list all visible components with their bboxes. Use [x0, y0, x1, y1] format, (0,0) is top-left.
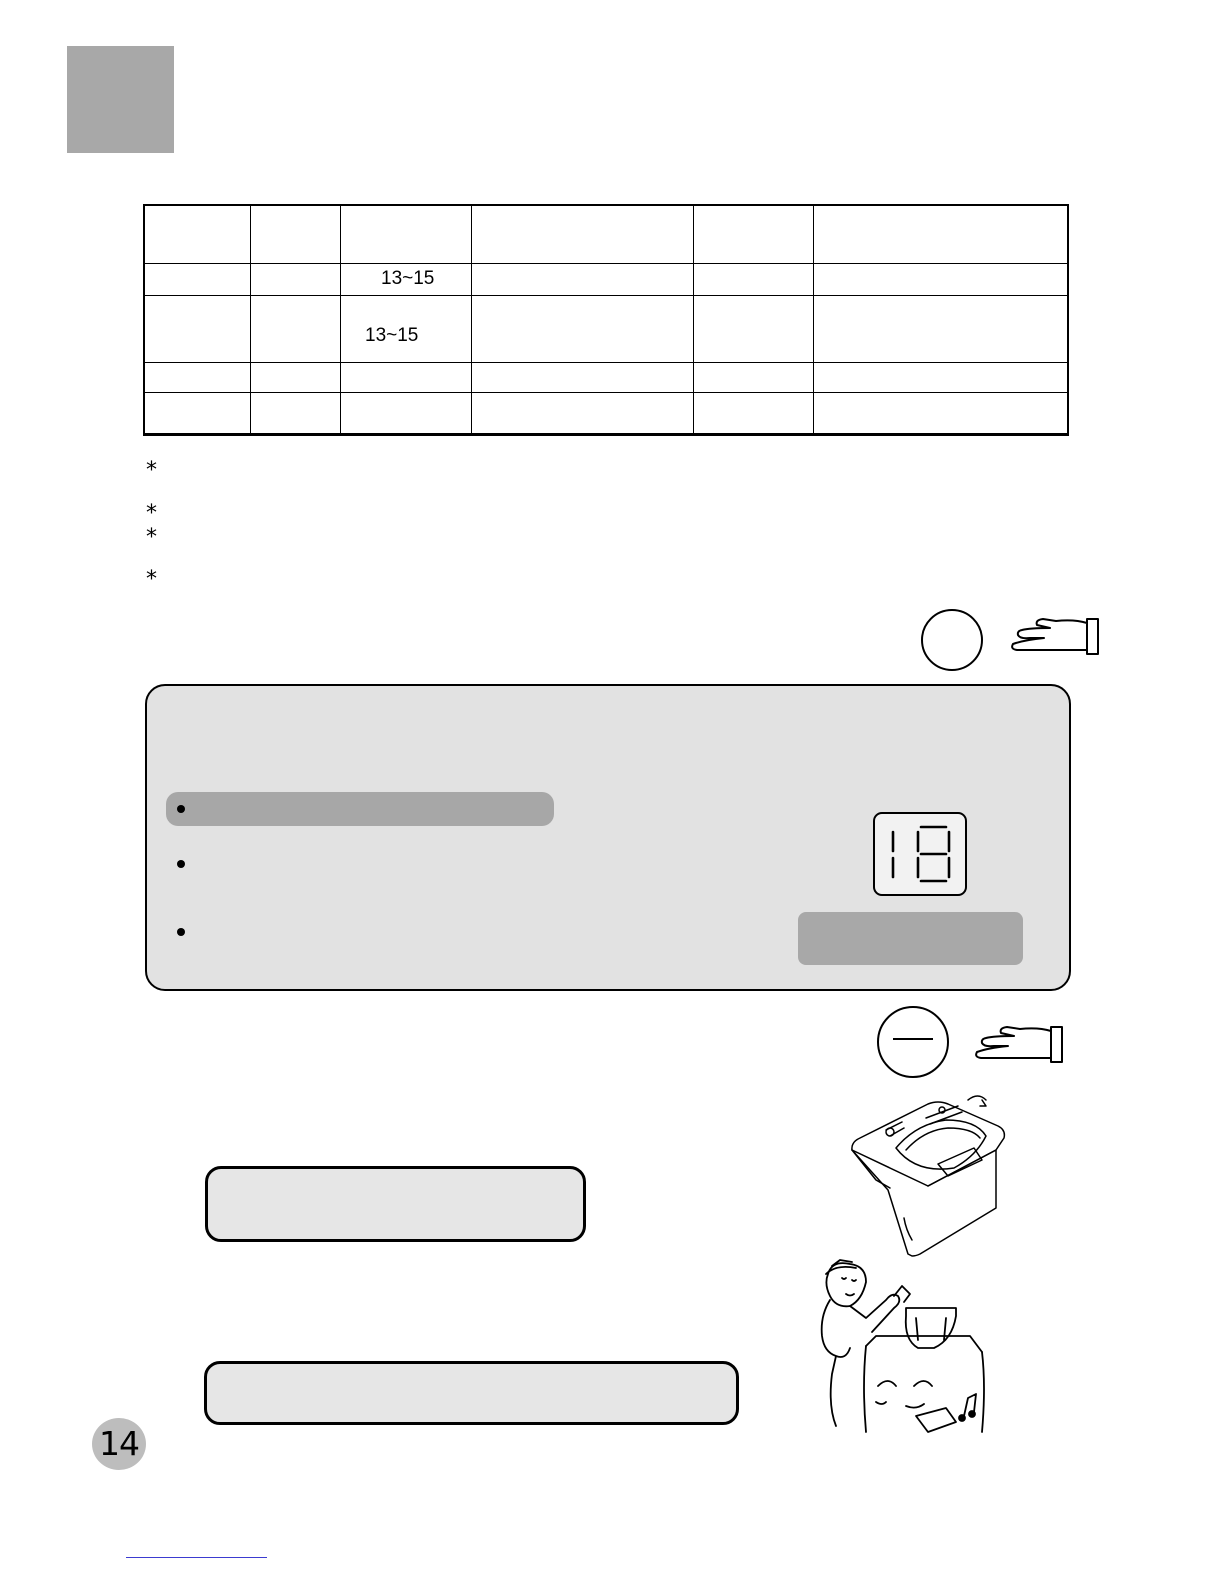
note-asterisk: * [146, 525, 157, 550]
seven-segment-display-icon [875, 814, 965, 894]
table-cell [471, 295, 693, 362]
callout-box [205, 1166, 586, 1242]
table-cell [694, 263, 814, 295]
table-cell [251, 362, 341, 392]
table-header-cell [144, 205, 251, 263]
table-cell [251, 392, 341, 434]
table-cell [144, 392, 251, 434]
table-cell [471, 362, 693, 392]
table-header-cell [694, 205, 814, 263]
note-asterisk: * [146, 458, 157, 483]
chapter-header-block [67, 46, 174, 153]
program-table [143, 204, 1069, 436]
table-cell [814, 362, 1068, 392]
hand-pointer-icon [974, 1024, 1066, 1064]
table-row [144, 362, 1068, 392]
program-button-icon [921, 609, 983, 671]
washing-machine-illustration [846, 1090, 1032, 1260]
bullet-point [177, 860, 185, 868]
table-cell [694, 392, 814, 434]
minus-button-icon [877, 1006, 949, 1078]
table-header-cell [814, 205, 1068, 263]
table-cell: 13~15 [341, 295, 472, 362]
table-cell [471, 263, 693, 295]
note-asterisk: * [146, 501, 157, 526]
table-cell [341, 392, 472, 434]
minus-icon [893, 1038, 933, 1040]
table-row [144, 263, 1068, 295]
table-header-row [144, 205, 1068, 263]
footer-link-underline [126, 1557, 267, 1558]
table-cell [144, 295, 251, 362]
table-header-cell [251, 205, 341, 263]
table-cell [814, 263, 1068, 295]
table-cell [471, 392, 693, 434]
table-cell: 13~15 [341, 263, 472, 295]
note-asterisk: * [146, 567, 157, 592]
hand-pointer-icon [1010, 616, 1102, 656]
highlight-bar [166, 792, 554, 826]
table-cell [694, 295, 814, 362]
table-row [144, 295, 1068, 362]
table-cell [251, 263, 341, 295]
table-header-cell [341, 205, 472, 263]
table-cell [694, 362, 814, 392]
label-box [798, 912, 1023, 965]
table-header-cell [471, 205, 693, 263]
bullet-point [177, 805, 185, 813]
table-row [144, 392, 1068, 434]
table-cell [341, 362, 472, 392]
table-cell [814, 295, 1068, 362]
digital-display [873, 812, 967, 896]
woman-pouring-detergent-illustration [806, 1256, 1002, 1442]
table-cell [144, 263, 251, 295]
table-cell [144, 362, 251, 392]
table-cell [251, 295, 341, 362]
table-cell [814, 392, 1068, 434]
bullet-point [177, 928, 185, 936]
callout-box [204, 1361, 739, 1425]
page-number-badge: 14 [92, 1418, 146, 1470]
